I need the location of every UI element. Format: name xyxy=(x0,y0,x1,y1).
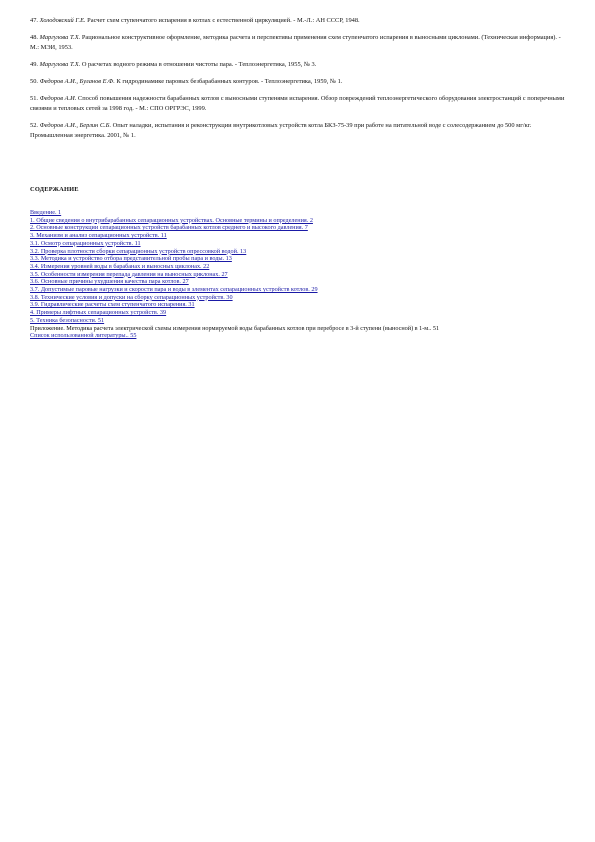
reference-item: 52. Федоров А.И., Берлин С.Б. Опыт наладки, испытания и реконструкции внутрикотловых устройств котла БКЗ-75-39 при работе на питательной воде с солесодержанием до 500 мг/кг. Промышленная энергетика. 2001, № 1. xyxy=(30,122,532,139)
toc-link[interactable]: 3.9. Гидравлические расчеты схем ступенчатого испарения. 31 xyxy=(30,301,195,309)
toc-link[interactable]: 3.3. Методика и устройство отбора представительной пробы пара и воды. 13 xyxy=(30,255,232,263)
reference-text: О расчетах водного режима в отношении чистоты пара. - Теплоэнергетика, 1955, № 3. xyxy=(80,61,317,68)
toc-link[interactable]: Список использованной литературы.. 55 xyxy=(30,332,137,340)
reference-author: Маргулова Т.Х. xyxy=(39,34,81,41)
reference-item: 48. Маргулова Т.Х. Рациональное конструктивное оформление, методика расчета и перспективы применения схем ступенчатого испарения в выносными циклонами. (Техническая информация). - М.: МЭИ, 1953. xyxy=(30,34,561,51)
reference-author: Маргулова Т.Х. xyxy=(39,61,81,68)
toc-link[interactable]: 4. Примеры лифтных сепарационных устройств. 39 xyxy=(30,309,167,317)
reference-text: Опыт наладки, испытания и реконструкции внутрикотловых устройств котла БКЗ-75-39 при работе на питательной воде с солесодержанием до 500 мг/кг. Промышленная энергетика. 2001, № 1. xyxy=(30,122,532,139)
toc-item-appendix: Приложение. Методика расчета электрической схемы измерения нормируемой воды барабанных котлов при перебросе в 3-й ступени (выносной) в 1-м.. 51 xyxy=(30,324,440,332)
reference-author: Федоров А.И. xyxy=(39,95,77,102)
toc-link[interactable]: 2. Основные конструкции сепарационных устройств барабанных котлов среднего и высокого давления. 7 xyxy=(30,224,308,232)
toc-link[interactable]: 3. Механизм и анализ сепарационных устройств. 11 xyxy=(30,232,167,240)
toc-link[interactable]: 3.7. Допустимые паровые нагрузки и скорости пара и воды в элементах сепарационных устройств котлов. 29 xyxy=(30,286,318,294)
reference-text: К гидродинамике паровых безбарабанных контуров. - Теплоэнергетика, 1959, № 1. xyxy=(114,78,343,85)
toc-link[interactable]: 1. Общие сведения о внутрибарабанных сепарационных устройствах. Основные термины и определения. 2 xyxy=(30,216,313,224)
reference-author: Холодовский Г.Е. xyxy=(39,17,86,24)
reference-list xyxy=(30,16,570,148)
reference-text: Способ повышения надежности барабанных котлов с выносными ступенями испарения. Обзор повреждений теплоэнергетического оборудования электростанций с поперечными связями и тепловых сетей за 1998 год. - М.: СПО ОРГРЭС, 1999. xyxy=(30,95,565,112)
reference-text: Расчет схем ступенчатого испарения в котлах с естественной циркуляцией. - М.-Л.: АН СССР, 1948. xyxy=(85,17,360,24)
toc-link[interactable]: 3.4. Измерения уровней воды в барабанах и выносных циклонах. 22 xyxy=(30,262,210,270)
toc-link[interactable]: Введение. 1 xyxy=(30,209,62,216)
reference-item: 49. Маргулова Т.Х. О расчетах водного режима в отношении чистоты пара. - Теплоэнергетика, 1955, № 3. xyxy=(30,61,317,68)
reference-item: 51. Федоров А.И. Способ повышения надежности барабанных котлов с выносными ступенями испарения. Обзор повреждений теплоэнергетического оборудования электростанций с поперечными связями и тепловых сетей за 1998 год. - М.: СПО ОРГРЭС, 1999. xyxy=(30,95,565,112)
reference-item: 47. Холодовский Г.Е. Расчет схем ступенчатого испарения в котлах с естественной циркуляцией. - М.-Л.: АН СССР, 1948. xyxy=(30,17,360,24)
toc-title: СОДЕРЖАНИЕ xyxy=(30,186,79,193)
toc-link[interactable]: 5. Техника безопасности. 51 xyxy=(30,316,105,324)
reference-author: Федоров А.И., Берлин С.Б. xyxy=(39,122,112,129)
reference-text: Рациональное конструктивное оформление, методика расчета и перспективы применения схем ступенчатого испарения в выносными циклонами. (Техническая информация). - М.: МЭИ, 1953. xyxy=(30,34,561,51)
toc-link[interactable]: 3.5. Особенности измерения перепада давления на выносных циклонах. 27 xyxy=(30,270,228,278)
table-of-contents xyxy=(30,209,575,340)
toc-link[interactable]: 3.2. Проверка плотности сборки сепарационных устройств опрессовкой водой. 13 xyxy=(30,247,247,255)
toc-link[interactable]: 3.1. Осмотр сепарационных устройств. 11 xyxy=(30,239,141,247)
toc-link[interactable]: 3.6. Основные причины ухудшения качества пара котлов. 27 xyxy=(30,278,189,286)
toc-link[interactable]: 3.8. Технические условия и допуски на сборку сепарационных устройств. 30 xyxy=(30,293,233,301)
reference-item: 50. Федоров А.И., Буланов Е.Ф. К гидродинамике паровых безбарабанных контуров. - Теплоэнергетика, 1959, № 1. xyxy=(30,78,343,85)
reference-author: Федоров А.И., Буланов Е.Ф. xyxy=(39,78,115,85)
